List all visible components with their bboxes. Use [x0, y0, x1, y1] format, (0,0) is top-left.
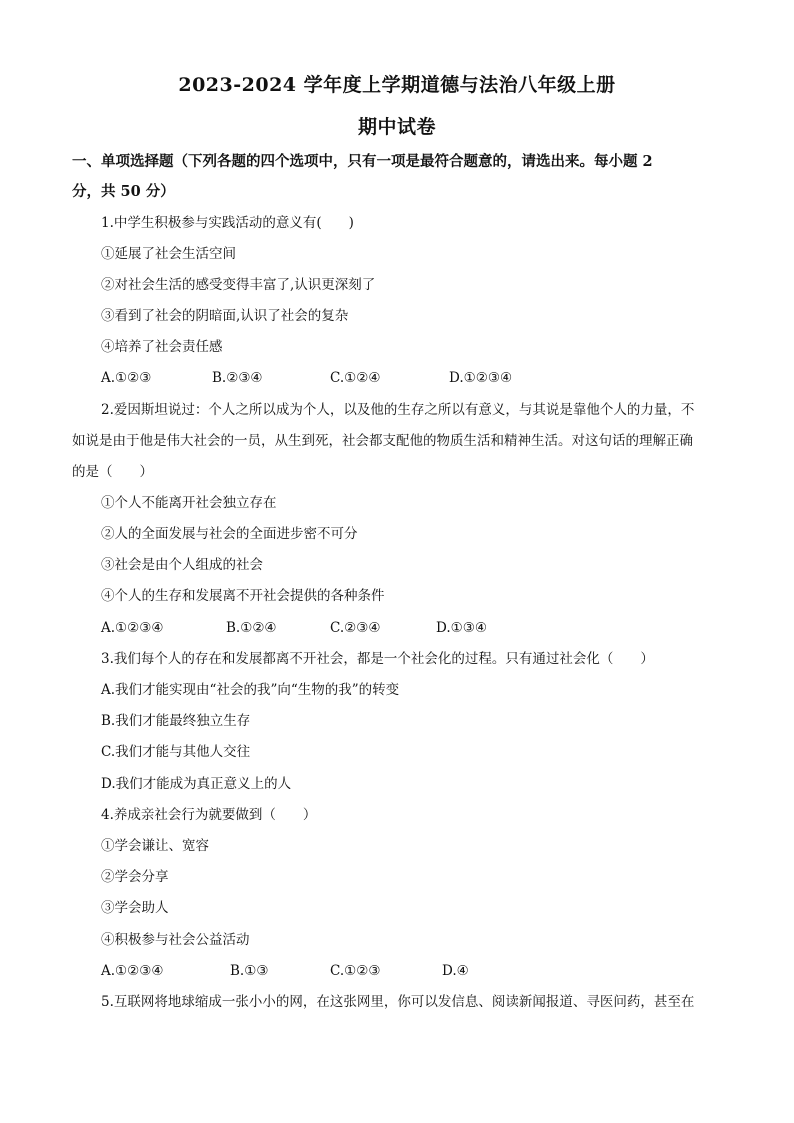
q4-stem: 4.养成亲社会行为就要做到（ ）: [101, 807, 317, 823]
q1-item: ②对社会生活的感受变得丰富了,认识更深刻了: [101, 277, 376, 293]
q2-stem-line1: 2.爱因斯坦说过：个人之所以成为个人，以及他的生存之所以有意义，与其说是靠他个人的力量，不: [101, 402, 695, 418]
q2-option-c: C.②③④: [330, 620, 381, 636]
q3-option-d: D.我们才能成为真正意义上的人: [101, 776, 292, 792]
q1-option-a: A.①②③: [101, 370, 152, 386]
exam-subtitle: 期中试卷: [357, 116, 436, 138]
q1-option-d: D.①②③④: [449, 370, 513, 386]
q2-item: ①个人不能离开社会独立存在: [101, 495, 277, 511]
q4-item: ②学会分享: [101, 869, 169, 885]
q2-option-d: D.①③④: [436, 620, 487, 636]
q4-option-b: B.①③: [230, 963, 269, 979]
q4-option-a: A.①②③④: [101, 963, 164, 979]
q4-option-d: D.④: [442, 963, 469, 979]
q2-stem-line3: 的是（ ）: [72, 464, 153, 480]
q4-item: ①学会谦让、宽容: [101, 838, 209, 854]
q3-option-a: A.我们才能实现由“社会的我”向“生物的我”的转变: [101, 682, 400, 698]
q2-item: ②人的全面发展与社会的全面进步密不可分: [101, 526, 358, 542]
q1-option-c: C.①②④: [330, 370, 381, 386]
q3-stem: 3.我们每个人的存在和发展都离不开社会，都是一个社会化的过程。只有通过社会化（ ）: [101, 651, 654, 667]
q2-option-a: A.①②③④: [101, 620, 164, 636]
q4-item: ④积极参与社会公益活动: [101, 932, 250, 948]
section-heading-line1: 一、单项选择题（下列各题的四个选项中，只有一项是最符合题意的，请选出来。每小题 2: [72, 153, 653, 170]
q1-item: ①延展了社会生活空间: [101, 246, 236, 262]
q5-stem-line1: 5.互联网将地球缩成一张小小的网，在这张网里，你可以发信息、阅读新闻报道、寻医问药，甚至在: [101, 994, 695, 1010]
q1-item: ④培养了社会责任感: [101, 339, 223, 355]
q1-stem: 1.中学生积极参与实践活动的意义有( ): [101, 215, 354, 231]
q2-item: ④个人的生存和发展离不开社会提供的各种条件: [101, 588, 385, 604]
q1-item: ③看到了社会的阴暗面,认识了社会的复杂: [101, 308, 349, 324]
section-heading-line2: 分，共 50 分）: [72, 183, 175, 200]
q2-stem-line2: 如说是由于他是伟大社会的一员，从生到死，社会都支配他的物质生活和精神生活。对这句话的理解正确: [72, 433, 693, 449]
q3-option-c: C.我们才能与其他人交往: [101, 744, 251, 760]
q2-option-b: B.①②④: [226, 620, 277, 636]
q1-option-b: B.②③④: [212, 370, 263, 386]
q2-item: ③社会是由个人组成的社会: [101, 557, 263, 573]
q4-option-c: C.①②③: [330, 963, 381, 979]
exam-title: 2023-2024 学年度上学期道德与法治八年级上册: [178, 74, 616, 96]
q4-item: ③学会助人: [101, 900, 169, 916]
q3-option-b: B.我们才能最终独立生存: [101, 713, 251, 729]
